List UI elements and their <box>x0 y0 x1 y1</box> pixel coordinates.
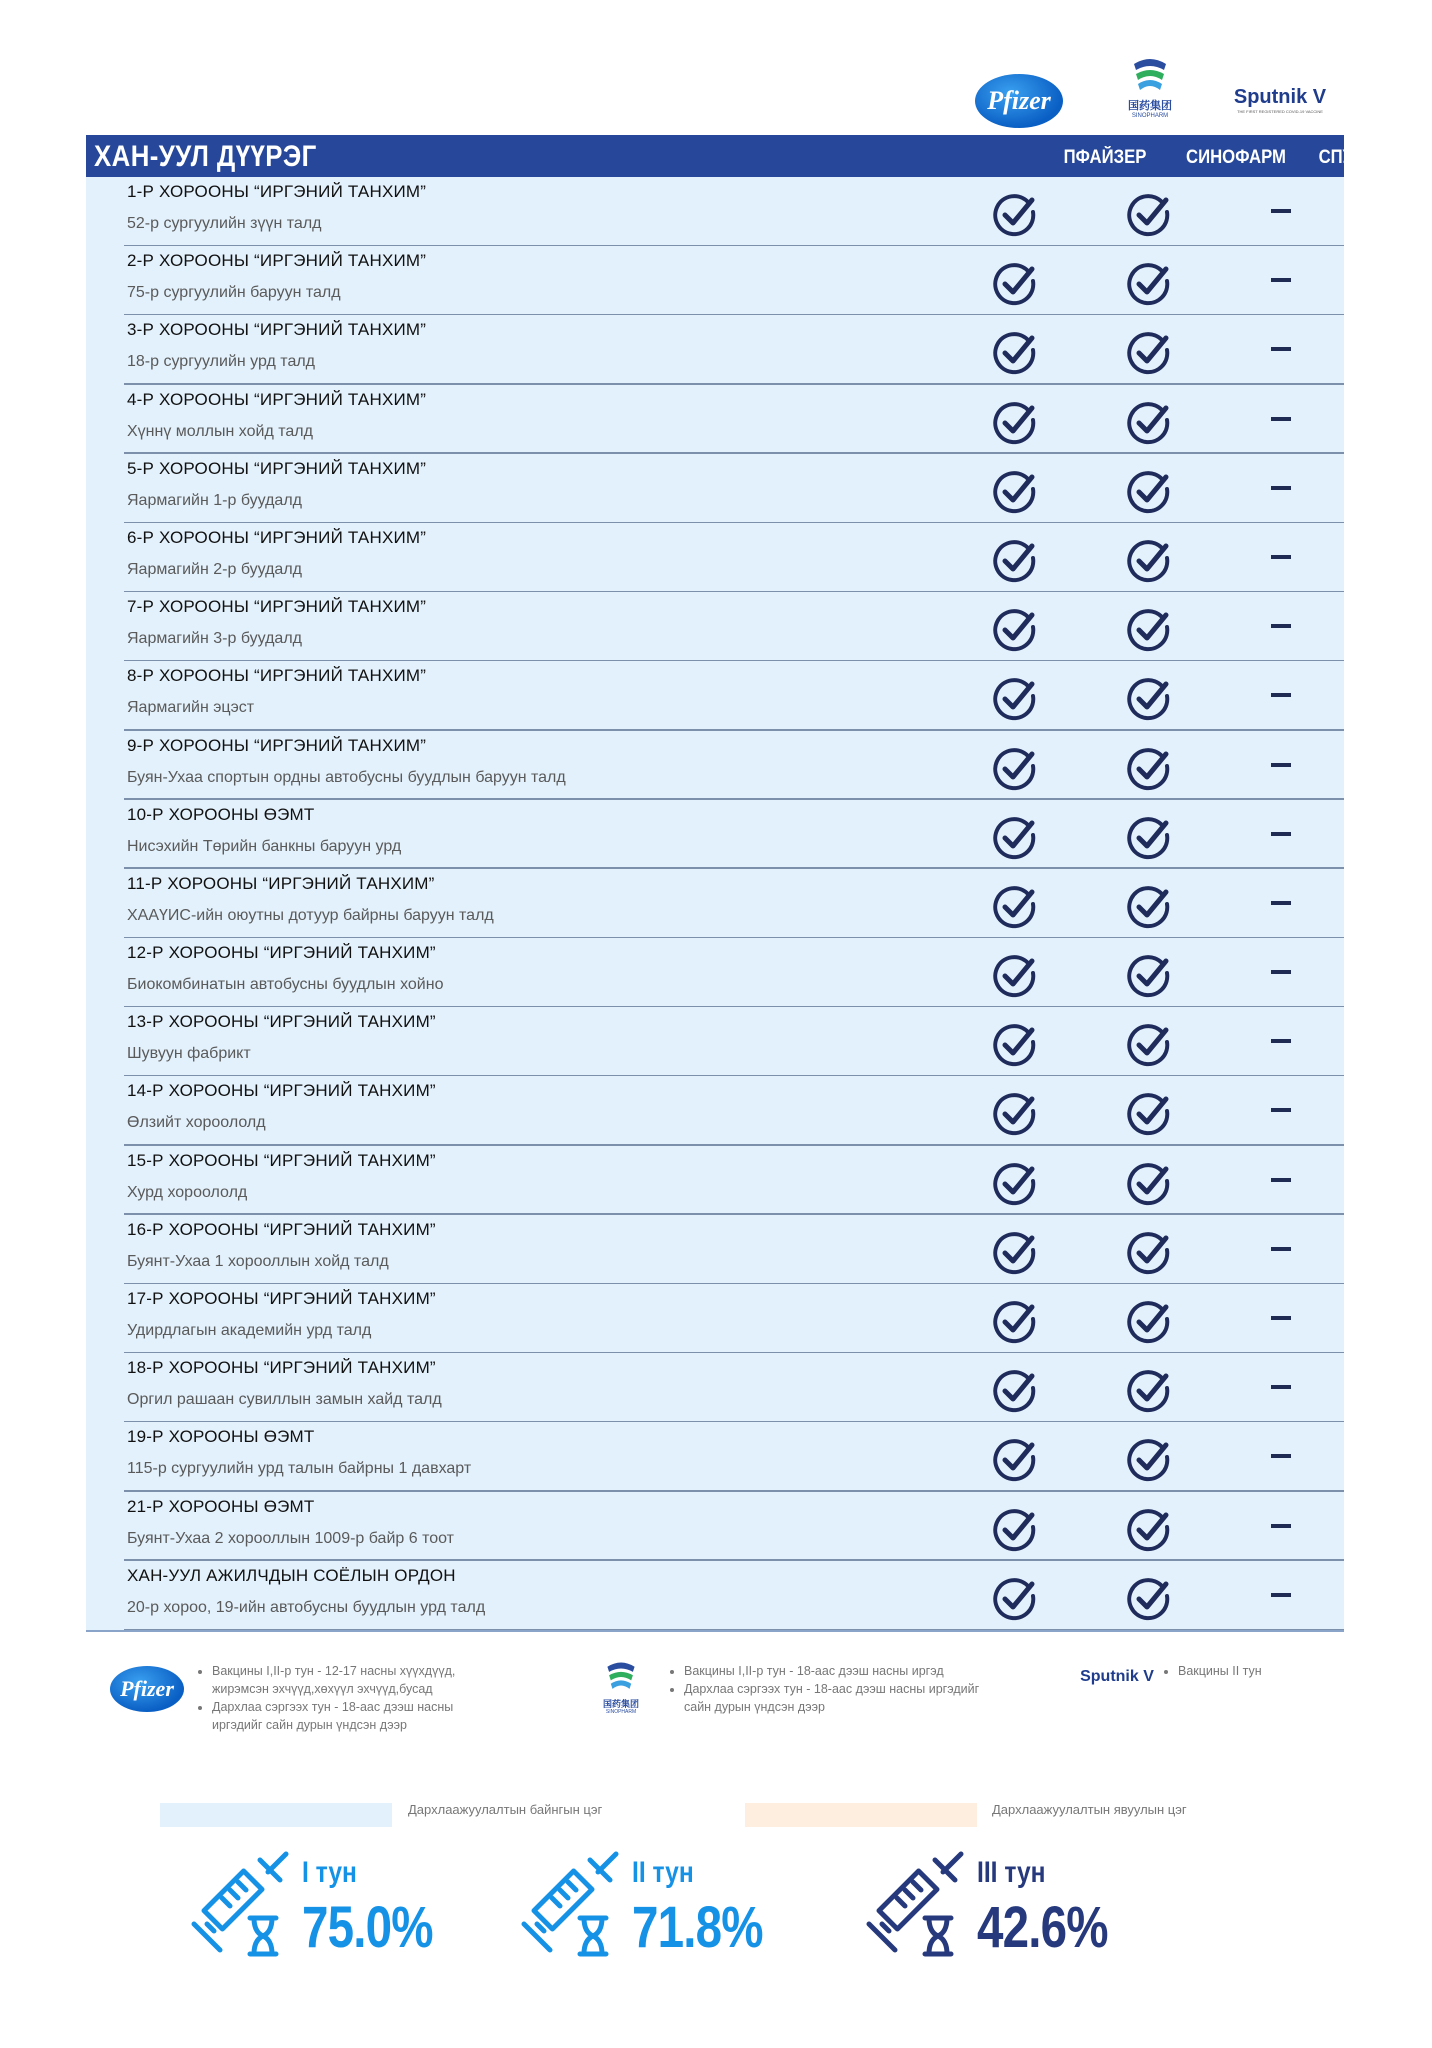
point-address: Удирдлагын академийн урд талд <box>127 1322 372 1339</box>
not-available-dash <box>1271 901 1291 905</box>
table-row <box>86 177 1344 246</box>
table-row <box>86 1353 1344 1422</box>
not-available-dash <box>1271 1593 1291 1597</box>
sinopharm-mark-icon <box>604 1660 638 1694</box>
point-name: 7-Р ХОРООНЫ “ИРГЭНИЙ ТАНХИМ” <box>127 597 427 617</box>
check-icon <box>992 1161 1038 1207</box>
sputnik-logo-text: Sputnik V <box>1233 86 1327 108</box>
not-available-dash <box>1271 1524 1291 1528</box>
point-name: 4-Р ХОРООНЫ “ИРГЭНИЙ ТАНХИМ” <box>127 389 427 409</box>
check-icon <box>992 1368 1038 1414</box>
mobile-point-swatch <box>745 1803 977 1827</box>
check-icon <box>1126 884 1172 930</box>
legend-sputnik-logo <box>1072 1668 1162 1686</box>
check-icon <box>992 400 1038 446</box>
not-available-dash <box>1271 970 1291 974</box>
sinopharm-en-text: SINOPHARM <box>1131 113 1169 119</box>
sinopharm-cn-text: 国药集团 <box>1128 100 1172 112</box>
table-row <box>86 385 1344 454</box>
permanent-point-label: Дархлаажуулалтын байнгын цэг <box>408 1802 603 1817</box>
not-available-dash <box>1271 693 1291 697</box>
dose-stat <box>520 1850 840 1980</box>
point-name: 1-Р ХОРООНЫ “ИРГЭНИЙ ТАНХИМ” <box>127 182 427 201</box>
dose-stat <box>865 1850 1185 1980</box>
check-icon <box>992 1299 1038 1345</box>
syringe-hourglass-icon <box>190 1850 302 1960</box>
point-name: 5-Р ХОРООНЫ “ИРГЭНИЙ ТАНХИМ” <box>127 458 427 478</box>
legend-sinopharm-cn-text: 国药集团 <box>602 1699 639 1709</box>
table-header <box>86 135 1414 177</box>
check-icon <box>992 607 1038 653</box>
dose-percent: 75.0% <box>302 1895 433 1960</box>
check-icon <box>992 1576 1038 1622</box>
check-icon <box>1126 1161 1172 1207</box>
not-available-dash <box>1271 417 1291 421</box>
check-icon <box>1126 1437 1172 1483</box>
check-icon <box>1126 330 1172 376</box>
point-address: Шувуун фабрикт <box>127 1045 251 1063</box>
legend-sputnik-notes <box>1162 1662 1312 1680</box>
check-icon <box>1126 1091 1172 1137</box>
check-icon <box>1126 261 1172 307</box>
not-available-dash <box>1271 1454 1291 1458</box>
check-icon <box>992 676 1038 722</box>
check-icon <box>1126 1230 1172 1276</box>
not-available-dash <box>1271 832 1291 836</box>
legend-sinopharm-note: • Дархлаа сэргээх тун - 18-аас дээш насны иргэдийг сайн дурын үндсэн дээр <box>684 1680 988 1716</box>
check-icon <box>992 330 1038 376</box>
not-available-dash <box>1271 763 1291 767</box>
check-icon <box>992 1022 1038 1068</box>
point-name: 12-Р ХОРООНЫ “ИРГЭНИЙ ТАНХИМ” <box>127 943 436 963</box>
check-icon <box>1126 538 1172 584</box>
point-name: 8-Р ХОРООНЫ “ИРГЭНИЙ ТАНХИМ” <box>127 666 427 686</box>
check-icon <box>1126 192 1172 238</box>
point-name: 19-Р ХОРООНЫ ӨЭМТ <box>127 1427 315 1447</box>
legend-sinopharm-en-text: SINOPHARM <box>605 1709 637 1715</box>
table-row <box>86 869 1344 938</box>
column-sputnik: СПУТНИК V <box>1318 147 1414 168</box>
legend-sinopharm-note: • Вакцины I,II-р тун - 18-аас дээш насны иргэд <box>684 1662 988 1680</box>
table-row <box>86 938 1344 1007</box>
point-name: 14-Р ХОРООНЫ “ИРГЭНИЙ ТАНХИМ” <box>127 1081 436 1101</box>
point-address: Хүннү моллын хойд талд <box>127 422 313 440</box>
point-address: Нисэхийн Төрийн банкны баруун урд <box>127 837 402 855</box>
legend-pfizer-logo-text: Pfizer <box>120 1676 174 1701</box>
syringe-hourglass-icon <box>865 1850 977 1960</box>
point-address: Буянт-Ухаа 2 хорооллын 1009-р байр 6 тоот <box>127 1529 454 1547</box>
check-icon <box>1126 953 1172 999</box>
check-icon <box>992 1437 1038 1483</box>
table-row <box>86 1422 1344 1491</box>
check-icon <box>1126 1507 1172 1553</box>
not-available-dash <box>1271 486 1291 490</box>
district-title: ХАН-УУЛ ДҮҮРЭГ <box>94 140 317 173</box>
vaccine-logos <box>0 56 1432 136</box>
check-icon <box>1126 1576 1172 1622</box>
point-address: Биокомбинатын автобусны буудлын хойно <box>127 976 444 994</box>
check-icon <box>1126 746 1172 792</box>
table-row <box>86 1284 1344 1353</box>
point-address: Буян-Ухаа спортын ордны автобусны буудлын баруун талд <box>127 768 566 786</box>
check-icon <box>1126 1299 1172 1345</box>
point-address: Оргил рашаан сувиллын замын хайд талд <box>127 1391 442 1409</box>
legend-sinopharm-logo <box>598 1660 644 1720</box>
row-divider <box>124 1629 1344 1630</box>
dose-percent: 42.6% <box>977 1895 1108 1960</box>
not-available-dash <box>1271 1178 1291 1182</box>
vaccination-points-table <box>86 177 1344 1632</box>
not-available-dash <box>1271 1316 1291 1320</box>
check-icon <box>1126 469 1172 515</box>
sinopharm-mark-icon <box>1130 56 1170 100</box>
point-address: 115-р сургуулийн урд талын байрны 1 давхарт <box>127 1460 472 1478</box>
check-icon <box>1126 676 1172 722</box>
dose-label: I тун <box>302 1856 357 1889</box>
dose-label: III тун <box>977 1856 1046 1889</box>
legend-pfizer-note: • Дархлаа сэргээх тун - 18-аас дээш насны иргэдийг сайн дурын үндсэн дээр <box>212 1698 506 1734</box>
table-row <box>86 523 1344 592</box>
check-icon <box>992 884 1038 930</box>
point-name: 16-Р ХОРООНЫ “ИРГЭНИЙ ТАНХИМ” <box>127 1219 436 1239</box>
point-name: 10-Р ХОРООНЫ ӨЭМТ <box>127 804 315 824</box>
dose-stat <box>190 1850 510 1980</box>
check-icon <box>992 261 1038 307</box>
not-available-dash <box>1271 624 1291 628</box>
check-icon <box>992 538 1038 584</box>
not-available-dash <box>1271 1247 1291 1251</box>
point-name: ХАН-УУЛ АЖИЛЧДЫН СОЁЛЫН ОРДОН <box>127 1565 456 1585</box>
point-address: Яармагийн 2-р буудалд <box>127 560 302 578</box>
table-row <box>86 1492 1344 1561</box>
legend-pfizer-logo <box>110 1666 184 1712</box>
table-row <box>86 1215 1344 1284</box>
point-address: Яармагийн 1-р буудалд <box>127 491 302 509</box>
table-row <box>86 1561 1344 1630</box>
point-name: 6-Р ХОРООНЫ “ИРГЭНИЙ ТАНХИМ” <box>127 527 427 547</box>
point-address: Хурд хороололд <box>127 1183 248 1201</box>
point-address: ХААҮИС-ийн оюутны дотуур байрны баруун талд <box>127 906 494 924</box>
point-name: 17-Р ХОРООНЫ “ИРГЭНИЙ ТАНХИМ” <box>127 1289 436 1308</box>
point-address: Яармагийн эцэст <box>127 699 255 717</box>
point-address: 20-р хороо, 19-ийн автобусны буудлын урд талд <box>127 1598 486 1616</box>
check-icon <box>1126 815 1172 861</box>
not-available-dash <box>1271 347 1291 351</box>
table-row <box>86 800 1344 869</box>
check-icon <box>1126 1368 1172 1414</box>
not-available-dash <box>1271 1039 1291 1043</box>
sputnik-logo <box>1225 86 1335 114</box>
point-name: 9-Р ХОРООНЫ “ИРГЭНИЙ ТАНХИМ” <box>127 735 427 755</box>
check-icon <box>992 1507 1038 1553</box>
legend-sinopharm-notes <box>668 1662 988 1716</box>
table-row <box>86 731 1344 800</box>
point-name: 2-Р ХОРООНЫ “ИРГЭНИЙ ТАНХИМ” <box>127 251 427 271</box>
permanent-point-swatch <box>160 1803 392 1827</box>
mobile-point-label: Дархлаажуулалтын явуулын цэг <box>992 1802 1187 1817</box>
dose-percent: 71.8% <box>632 1895 763 1960</box>
check-icon <box>992 746 1038 792</box>
check-icon <box>992 192 1038 238</box>
check-icon <box>1126 1022 1172 1068</box>
point-name: 15-Р ХОРООНЫ “ИРГЭНИЙ ТАНХИМ” <box>127 1150 436 1170</box>
check-icon <box>992 815 1038 861</box>
legend-sputnik-note: • Вакцины II тун <box>1178 1662 1312 1680</box>
check-icon <box>992 1230 1038 1276</box>
point-address: 18-р сургуулийн урд талд <box>127 353 316 371</box>
pfizer-logo <box>975 74 1063 128</box>
point-address: Өлзийт хороололд <box>127 1114 266 1132</box>
dose-label: II тун <box>632 1856 694 1889</box>
not-available-dash <box>1271 209 1291 213</box>
point-name: 13-Р ХОРООНЫ “ИРГЭНИЙ ТАНХИМ” <box>127 1012 436 1032</box>
syringe-hourglass-icon <box>520 1850 632 1960</box>
point-address: Яармагийн 3-р буудалд <box>127 630 302 648</box>
column-sinopharm: СИНОФАРМ <box>1186 147 1286 168</box>
sputnik-logo-subtitle: THE FIRST REGISTERED COVID-19 VACCINE <box>1237 109 1323 114</box>
point-name: 21-Р ХОРООНЫ ӨЭМТ <box>127 1496 315 1516</box>
check-icon <box>992 953 1038 999</box>
point-name: 18-Р ХОРООНЫ “ИРГЭНИЙ ТАНХИМ” <box>127 1358 436 1378</box>
table-row <box>86 246 1344 315</box>
column-pfizer: ПФАЙЗЕР <box>1063 147 1147 168</box>
table-row <box>86 592 1344 661</box>
point-address: Буянт-Ухаа 1 хорооллын хойд талд <box>127 1252 389 1270</box>
table-row <box>86 1007 1344 1076</box>
not-available-dash <box>1271 1108 1291 1112</box>
table-row <box>86 1146 1344 1215</box>
check-icon <box>1126 400 1172 446</box>
legend-pfizer-notes <box>196 1662 506 1734</box>
point-name: 3-Р ХОРООНЫ “ИРГЭНИЙ ТАНХИМ” <box>127 320 427 340</box>
point-address: 52-р сургуулийн зүүн талд <box>127 215 322 232</box>
legend-sputnik-logo-text: Sputnik V <box>1080 1668 1154 1685</box>
point-name: 11-Р ХОРООНЫ “ИРГЭНИЙ ТАНХИМ” <box>127 873 435 893</box>
not-available-dash <box>1271 278 1291 282</box>
table-row <box>86 315 1344 384</box>
sinopharm-logo <box>1120 56 1180 128</box>
check-icon <box>992 469 1038 515</box>
check-icon <box>992 1091 1038 1137</box>
point-address: 75-р сургуулийн баруун талд <box>127 284 341 302</box>
not-available-dash <box>1271 555 1291 559</box>
legend-pfizer-note: • Вакцины I,II-р тун - 12-17 насны хүүхдүүд, жирэмсэн эхчүүд,хөхүүл эхчүүд,бусад <box>212 1662 506 1698</box>
table-row <box>86 454 1344 523</box>
table-row <box>86 661 1344 730</box>
not-available-dash <box>1271 1385 1291 1389</box>
check-icon <box>1126 607 1172 653</box>
table-row <box>86 1076 1344 1145</box>
pfizer-logo-text: Pfizer <box>987 86 1051 115</box>
